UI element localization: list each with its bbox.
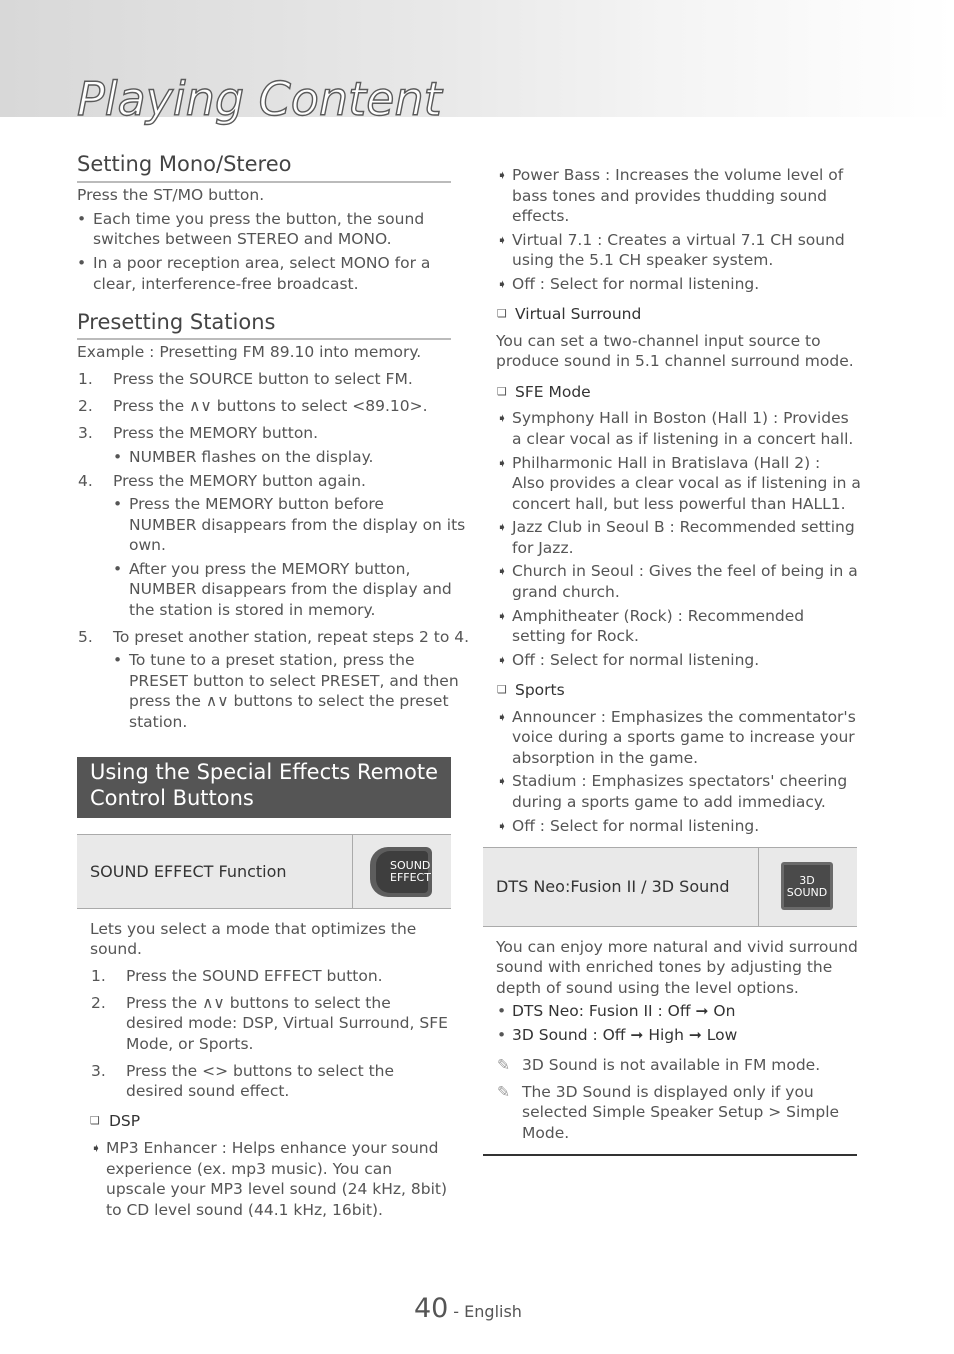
arrow-bullet-icon: ➧ [497, 411, 508, 425]
arrow-bullet-icon: ➧ [497, 520, 508, 534]
text-line: Church in Seoul : Gives the feel of being in a [512, 562, 858, 580]
text-line: Press the SOURCE button to select FM. [113, 370, 413, 388]
text-line: Off : Select for normal listening. [512, 651, 760, 669]
divider [352, 835, 353, 908]
text-line: switches between STEREO and MONO. [93, 230, 392, 248]
text-line: desired mode: DSP, Virtual Surround, SFE [126, 1014, 448, 1032]
text-line: experience (ex. mp3 music). You can [106, 1160, 393, 1178]
step-number: 1. [91, 967, 106, 985]
text-line: produce sound in 5.1 channel surround mode. [496, 352, 854, 370]
sound-effect-function-box [77, 834, 451, 909]
square-bullet-icon: ❑ [497, 385, 507, 398]
text-line: Jazz Club in Seoul B : Recommended setting [512, 518, 855, 536]
page-language: - English [453, 1302, 522, 1321]
arrow-bullet-icon: ➧ [497, 233, 508, 247]
page-title: Playing Content [77, 72, 442, 126]
note-pencil-icon: ✎ [497, 1056, 510, 1074]
bullet: • [77, 254, 87, 272]
step-number: 3. [78, 424, 93, 442]
text-line: Each time you press the button, the sound [93, 210, 425, 228]
text-line: Power Bass : Increases the volume level of [512, 166, 844, 184]
text-line: After you press the MEMORY button, [129, 560, 411, 578]
button-text: SOUND [390, 859, 431, 872]
text-line: to CD level sound (44.1 kHz, 16bit). [106, 1201, 383, 1219]
arrow-bullet-icon: ➧ [91, 1141, 102, 1155]
text-line: You can set a two-channel input source to [496, 332, 821, 350]
text-line: concert hall, but less powerful than HALL1. [512, 495, 846, 513]
text-line: Mode, or Sports. [126, 1035, 254, 1053]
subheading: SFE Mode [515, 383, 591, 401]
text-line: desired sound effect. [126, 1082, 290, 1100]
text-line: Press the ST/MO button. [77, 186, 265, 204]
text-line: 3D Sound : Off ➞ High ➞ Low [512, 1026, 738, 1044]
text-line: Press the SOUND EFFECT button. [126, 967, 383, 985]
text-line: NUMBER flashes on the display. [129, 448, 374, 466]
button-text: SOUND [786, 886, 828, 899]
heading-mono-stereo: Setting Mono/Stereo [77, 152, 292, 176]
text-line: Example : Presetting FM 89.10 into memory. [77, 343, 422, 361]
arrow-bullet-icon: ➧ [497, 774, 508, 788]
arrow-bullet-icon: ➧ [497, 277, 508, 291]
text-line: a clear vocal as if listening in a concert hall. [512, 430, 854, 448]
bullet: • [77, 210, 87, 228]
bullet: • [497, 1026, 507, 1044]
square-bullet-icon: ❑ [90, 1114, 100, 1127]
text-line: Symphony Hall in Boston (Hall 1) : Provides [512, 409, 849, 427]
note-pencil-icon: ✎ [497, 1083, 510, 1101]
bullet: • [113, 651, 123, 669]
text-line: voice during a sports game to increase your [512, 728, 855, 746]
text-line: sound. [90, 940, 142, 958]
text-line: Virtual 7.1 : Creates a virtual 7.1 CH sound [512, 231, 845, 249]
text-line: To tune to a preset station, press the [129, 651, 415, 669]
text-line: Also provides a clear vocal as if listening in a [512, 474, 861, 492]
button-text: EFFECT [390, 871, 431, 884]
text-line: Stadium : Emphasizes spectators' cheering [512, 772, 848, 790]
text-line: Off : Select for normal listening. [512, 817, 760, 835]
square-bullet-icon: ❑ [497, 683, 507, 696]
sound-effect-button-icon [370, 847, 432, 897]
step-number: 1. [78, 370, 93, 388]
text-line: absorption in the game. [512, 749, 699, 767]
text-line: Lets you select a mode that optimizes the [90, 920, 417, 938]
bullet: • [113, 560, 123, 578]
step-number: 5. [78, 628, 93, 646]
text-line: Press the MEMORY button again. [113, 472, 366, 490]
arrow-bullet-icon: ➧ [497, 609, 508, 623]
text-line: DTS Neo: Fusion II : Off ➞ On [512, 1002, 736, 1020]
text-line: own. [129, 536, 166, 554]
text-line: setting for Rock. [512, 627, 639, 645]
text-line: Mode. [522, 1124, 570, 1142]
page-number: 40 [414, 1293, 449, 1324]
step-number: 3. [91, 1062, 106, 1080]
section-title-line1: Using the Special Effects Remote [90, 760, 439, 784]
step-number: 2. [91, 994, 106, 1012]
subheading: Sports [515, 681, 565, 699]
square-bullet-icon: ❑ [497, 307, 507, 320]
text-line: for Jazz. [512, 539, 574, 557]
arrow-bullet-icon: ➧ [497, 819, 508, 833]
page-footer [414, 1293, 522, 1324]
text-line: Press the ∧∨ buttons to select the [126, 994, 391, 1012]
text-line: Amphitheater (Rock) : Recommended [512, 607, 805, 625]
text-line: clear, interference-free broadcast. [93, 275, 359, 293]
text-line: Philharmonic Hall in Bratislava (Hall 2) : [512, 454, 821, 472]
function-label: DTS Neo:Fusion II / 3D Sound [496, 877, 730, 896]
text-line: press the ∧∨ buttons to select the preset [129, 692, 449, 710]
divider [77, 338, 451, 340]
text-line: using the 5.1 CH speaker system. [512, 251, 774, 269]
section-header [77, 757, 451, 818]
text-line: station. [129, 713, 188, 731]
text-line: To preset another station, repeat steps 2 to 4. [113, 628, 470, 646]
text-line: PRESET button to select PRESET, and then [129, 672, 459, 690]
arrow-bullet-icon: ➧ [497, 168, 508, 182]
divider [77, 181, 451, 183]
text-line: upscale your MP3 level sound (24 kHz, 8bit) [106, 1180, 448, 1198]
text-line: NUMBER disappears from the display on its [129, 516, 466, 534]
divider [483, 1154, 857, 1156]
text-line: during a sports game to add immediacy. [512, 793, 826, 811]
text-line: Press the ∧∨ buttons to select <89.10>. [113, 397, 428, 415]
text-line: You can enjoy more natural and vivid surround [496, 938, 858, 956]
text-line: grand church. [512, 583, 620, 601]
text-line: selected Simple Speaker Setup > Simple [522, 1103, 840, 1121]
text-line: Announcer : Emphasizes the commentator's [512, 708, 856, 726]
bullet: • [497, 1002, 507, 1020]
step-number: 4. [78, 472, 93, 490]
text-line: effects. [512, 207, 570, 225]
step-number: 2. [78, 397, 93, 415]
text-line: 3D Sound is not available in FM mode. [522, 1056, 821, 1074]
text-line: the station is stored in memory. [129, 601, 376, 619]
text-line: NUMBER disappears from the display and [129, 580, 452, 598]
text-line: Press the MEMORY button. [113, 424, 319, 442]
arrow-bullet-icon: ➧ [497, 564, 508, 578]
text-line: The 3D Sound is displayed only if you [522, 1083, 814, 1101]
text-line: Off : Select for normal listening. [512, 275, 760, 293]
3d-sound-button-icon [781, 862, 833, 910]
dts-function-box [483, 847, 857, 927]
section-title-line2: Control Buttons [90, 786, 254, 810]
arrow-bullet-icon: ➧ [497, 653, 508, 667]
subheading: Virtual Surround [515, 305, 642, 323]
text-line: Press the <> buttons to select the [126, 1062, 395, 1080]
text-line: Press the MEMORY button before [129, 495, 384, 513]
text-line: bass tones and provides thudding sound [512, 187, 827, 205]
arrow-bullet-icon: ➧ [497, 710, 508, 724]
arrow-bullet-icon: ➧ [497, 456, 508, 470]
text-line: depth of sound using the level options. [496, 979, 799, 997]
function-label: SOUND EFFECT Function [90, 862, 287, 881]
heading-presetting: Presetting Stations [77, 310, 276, 334]
subheading: DSP [109, 1112, 141, 1130]
bullet: • [113, 495, 123, 513]
divider [758, 848, 759, 926]
button-text: 3D [799, 874, 815, 887]
text-line: In a poor reception area, select MONO for a [93, 254, 431, 272]
text-line: sound with enriched tones by adjusting the [496, 958, 833, 976]
text-line: MP3 Enhancer : Helps enhance your sound [106, 1139, 439, 1157]
bullet: • [113, 448, 123, 466]
